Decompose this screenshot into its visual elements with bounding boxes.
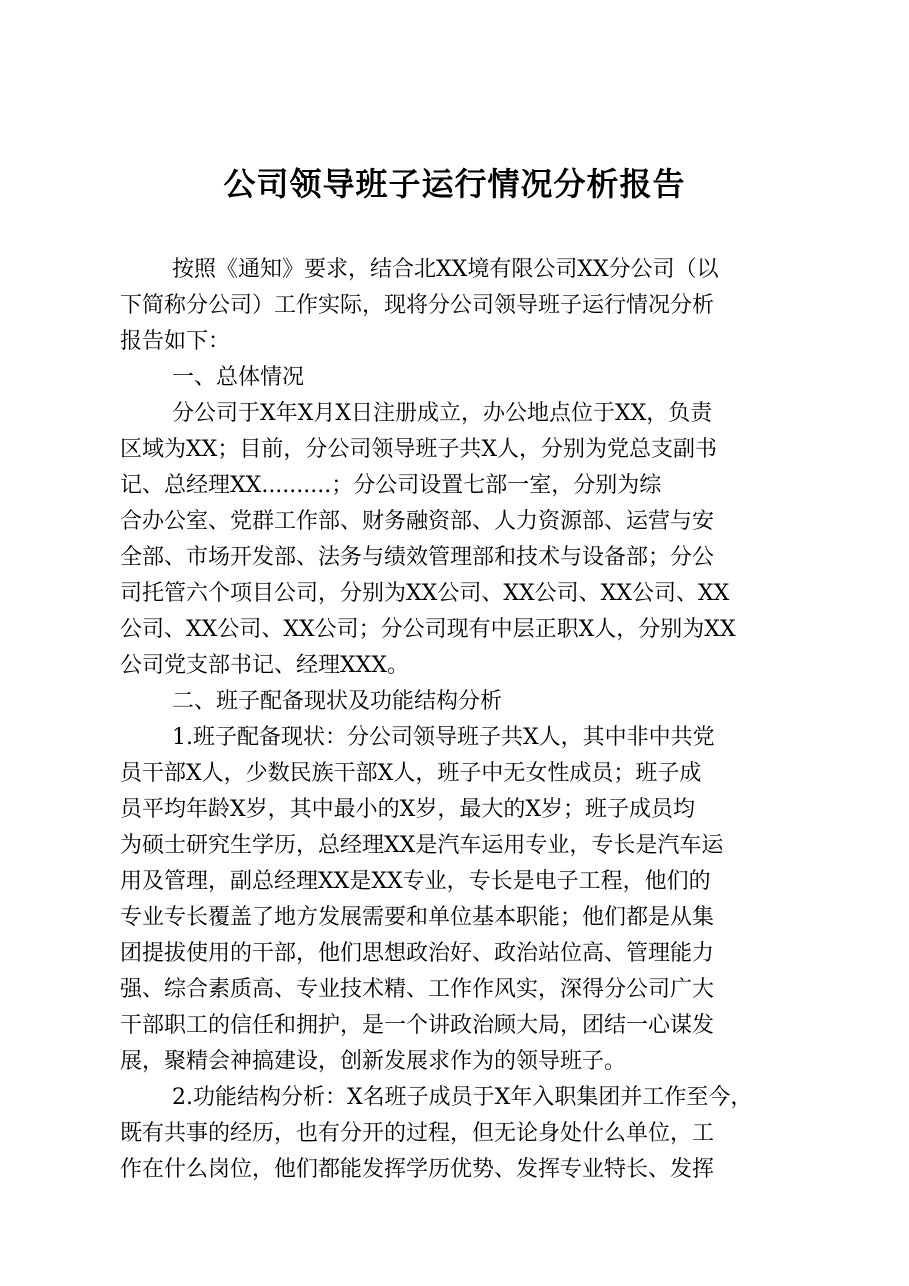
text-line: 公司党支部书记、经理XXX。	[120, 653, 409, 678]
text-line: 按照《通知》要求，结合北XX境有限公司XX分公司（以	[172, 257, 719, 282]
text-line: 二、班子配备现状及功能结构分析	[172, 689, 503, 714]
text-line: 2.功能结构分析：X名班子成员于X年入职集团并工作至今，	[172, 1085, 753, 1110]
text-line: 专业专长覆盖了地方发展需要和单位基本职能；他们都是从集	[120, 905, 715, 930]
text-line: 一、总体情况	[172, 365, 305, 390]
text-line: 区域为XX；目前，分公司领导班子共X人，分别为党总支副书	[120, 437, 717, 462]
text-line: 员平均年龄X岁，其中最小的X岁，最大的X岁；班子成员均	[120, 797, 695, 822]
text-line: 展，聚精会神搞建设，创新发展求作为的领导班子。	[120, 1049, 627, 1074]
text-line: 合办公室、党群工作部、财务融资部、人力资源部、运营与安	[120, 509, 715, 534]
text-line: 1.班子配备现状：分公司领导班子共X人，其中非中共党	[172, 725, 715, 750]
text-line: 强、综合素质高、专业技术精、工作作风实，深得分公司广大	[120, 977, 715, 1002]
text-line: 干部职工的信任和拥护，是一个讲政治顾大局，团结一心谋发	[120, 1013, 715, 1038]
document-body	[120, 252, 800, 1188]
text-line: 报告如下：	[120, 329, 231, 354]
text-line: 既有共事的经历，也有分开的过程，但无论身处什么单位，工	[120, 1121, 715, 1146]
text-line: 记、总经理XX..........；分公司设置七部一室，分别为综	[120, 473, 662, 498]
text-line: 为硕士研究生学历，总经理XX是汽车运用专业，专长是汽车运	[120, 833, 724, 858]
text-line: 团提拔使用的干部，他们思想政治好、政治站位高、管理能力	[120, 941, 715, 966]
text-line: 公司、XX公司、XX公司；分公司现有中层正职X人，分别为XX	[120, 617, 736, 642]
text-line: 下简称分公司）工作实际，现将分公司领导班子运行情况分析	[120, 293, 715, 318]
text-line: 用及管理，副总经理XX是XX专业，专长是电子工程，他们的	[120, 869, 711, 894]
text-line: 分公司于X年X月X日注册成立，办公地点位于XX，负责	[172, 401, 713, 426]
text-line: 司托管六个项目公司，分别为XX公司、XX公司、XX公司、XX	[120, 581, 730, 606]
text-line: 全部、市场开发部、法务与绩效管理部和技术与设备部；分公	[120, 545, 715, 570]
document-title: 公司领导班子运行情况分析报告	[223, 165, 686, 203]
text-line: 员干部X人，少数民族干部X人，班子中无女性成员；班子成	[120, 761, 702, 786]
text-line: 作在什么岗位，他们都能发挥学历优势、发挥专业特长、发挥	[120, 1157, 715, 1182]
